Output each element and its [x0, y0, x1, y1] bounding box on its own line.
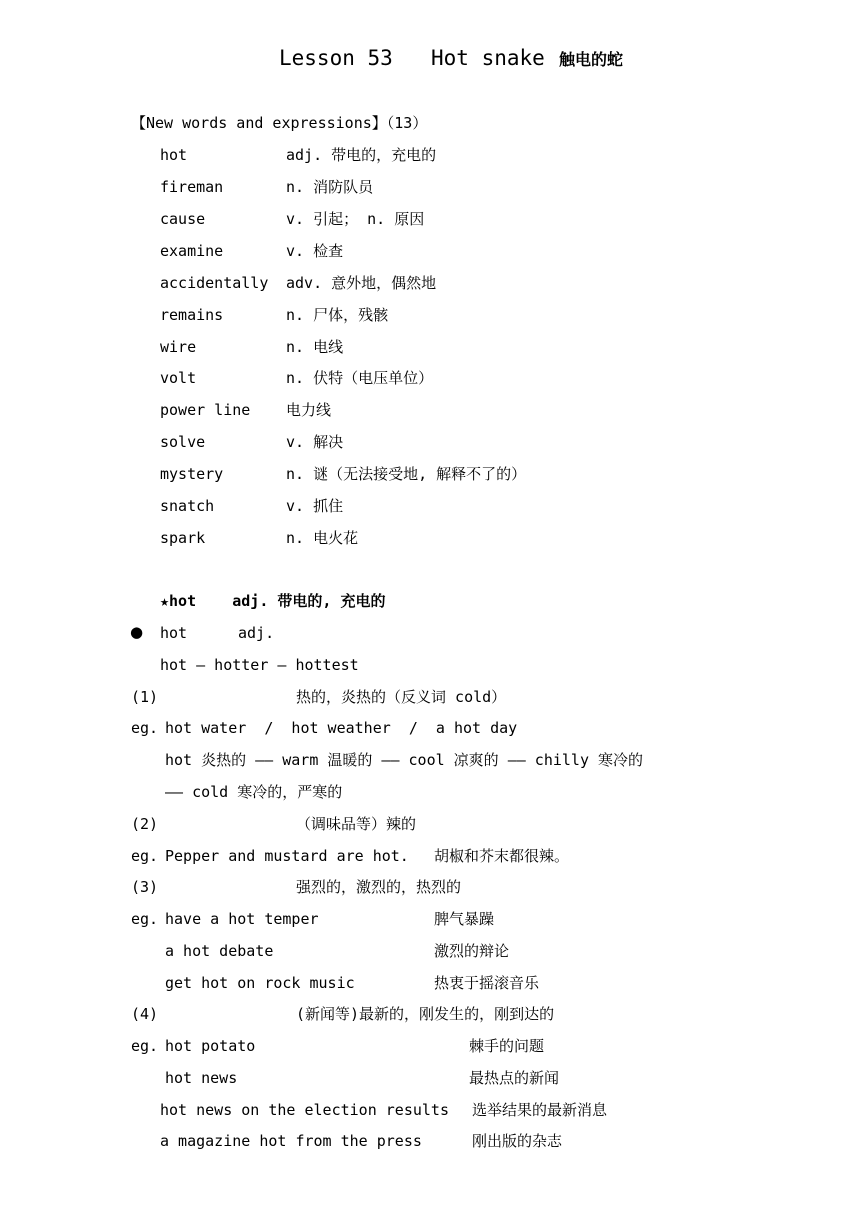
example-english: —— cold 寒冷的，严寒的 — [165, 783, 343, 801]
sense-number: (4) — [131, 1005, 159, 1023]
word-heading: ★hot adj. 带电的, 充电的 — [160, 592, 386, 610]
sense-meaning: 强烈的，激烈的，热烈的 — [296, 878, 462, 896]
example-english: get hot on rock music — [165, 974, 355, 992]
vocab-definition: v. 引起； n. 原因 — [286, 210, 425, 228]
vocab-definition: n. 消防队员 — [286, 178, 374, 196]
bullet-point: ● — [130, 623, 144, 641]
vocab-definition: v. 解决 — [286, 433, 344, 451]
vocab-word: accidentally — [160, 274, 269, 292]
example-english: Pepper and mustard are hot. — [165, 847, 409, 865]
vocab-word: wire — [160, 338, 197, 356]
vocab-word: mystery — [160, 465, 224, 483]
example-prefix: eg. — [131, 719, 159, 737]
example-english: hot water / hot weather / a hot day — [165, 719, 518, 737]
vocab-word: remains — [160, 306, 224, 324]
vocab-definition: n. 谜（无法接受地, 解释不了的） — [286, 465, 527, 483]
vocab-word: cause — [160, 210, 206, 228]
vocab-word: examine — [160, 242, 224, 260]
vocab-definition: v. 检查 — [286, 242, 344, 260]
example-chinese: 刚出版的杂志 — [472, 1132, 563, 1150]
vocab-word: solve — [160, 433, 206, 451]
vocab-definition: adv. 意外地，偶然地 — [286, 274, 437, 292]
example-english: hot news on the election results — [160, 1101, 449, 1119]
sense-number: (2) — [131, 815, 159, 833]
example-chinese: 热衷于摇滚音乐 — [434, 974, 540, 992]
vocab-word: power line — [160, 401, 251, 419]
vocab-word: spark — [160, 529, 206, 547]
vocab-definition: adj. 带电的，充电的 — [286, 146, 437, 164]
vocab-word: hot — [160, 146, 188, 164]
vocab-word: fireman — [160, 178, 224, 196]
example-english: hot news — [165, 1069, 238, 1087]
vocab-definition: v. 抓住 — [286, 497, 344, 515]
vocab-definition: n. 尸体，残骸 — [286, 306, 389, 324]
sense-number: (1) — [131, 688, 159, 706]
example-chinese: 棘手的问题 — [469, 1037, 545, 1055]
lesson-title-chinese: 触电的蛇 — [559, 50, 624, 69]
vocab-definition: n. 电线 — [286, 338, 344, 356]
word-forms: hot – hotter – hottest — [160, 656, 359, 674]
vocab-definition: n. 伏特（电压单位） — [286, 369, 434, 387]
example-english: have a hot temper — [165, 910, 319, 928]
sense-meaning: （调味品等）辣的 — [296, 815, 417, 833]
vocab-word: snatch — [160, 497, 215, 515]
vocab-header: 【New words and expressions】（13） — [131, 114, 428, 132]
example-english: hot potato — [165, 1037, 256, 1055]
example-chinese: 选举结果的最新消息 — [472, 1101, 608, 1119]
vocab-definition: 电力线 — [286, 401, 332, 419]
lesson-number: Lesson 53 — [279, 46, 393, 70]
example-english: a hot debate — [165, 942, 274, 960]
example-chinese: 脾气暴躁 — [434, 910, 495, 928]
example-prefix: eg. — [131, 910, 159, 928]
example-chinese: 激烈的辩论 — [434, 942, 510, 960]
vocab-word: volt — [160, 369, 197, 387]
bullet-word: hot — [160, 624, 188, 642]
example-prefix: eg. — [131, 1037, 159, 1055]
example-chinese: 最热点的新闻 — [469, 1069, 560, 1087]
example-chinese: 胡椒和芥末都很辣。 — [434, 847, 570, 865]
sense-number: (3) — [131, 878, 159, 896]
example-english: a magazine hot from the press — [160, 1132, 422, 1150]
sense-meaning: (新闻等)最新的，刚发生的，刚到达的 — [296, 1005, 555, 1023]
vocab-definition: n. 电火花 — [286, 529, 359, 547]
sense-meaning: 热的，炎热的（反义词 cold） — [296, 688, 507, 706]
example-english: hot 炎热的 —— warm 温暖的 —— cool 凉爽的 —— chilly 寒冷的 — [165, 751, 644, 769]
bullet-part-of-speech: adj. — [238, 624, 275, 642]
example-prefix: eg. — [131, 847, 159, 865]
lesson-title: Hot snake — [431, 46, 545, 70]
